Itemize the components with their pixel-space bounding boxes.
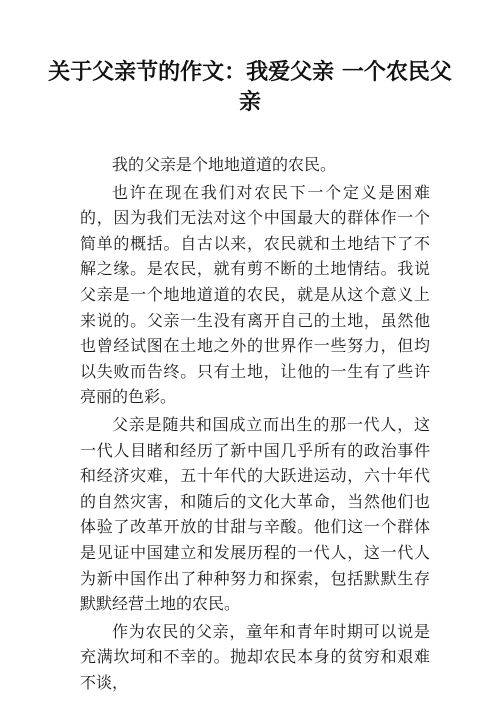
- paragraph: 父亲是随共和国成立而出生的那一代人，这一代人目睹和经历了新中国几乎所有的政治事件和经济灾难，五十年代的大跃进运动，六十年代的自然灾害，和随后的文化大革命，当然他们也体验了改革开放的甘甜与辛酸。他们这一个群体是见证中国建立和发展历程的一代人，这一代人为新中国作出了种种努力和探索，包括默默生存默默经营土地的农民。: [80, 414, 430, 614]
- paragraph: 我的父亲是个地地道道的农民。: [112, 155, 337, 174]
- document-title: 关于父亲节的作文：我爱父亲 一个农民父亲: [48, 60, 452, 115]
- paragraph: 也许在现在我们对农民下一个定义是困难的，因为我们无法对这个中国最大的群体作一个简单的概括。自古以来，农民就和土地结下了不解之缘。是农民，就有剪不断的土地情结。我说父亲是一个地地道道的农民，就是从这个意义上来说的。父亲一生没有离开自己的土地，虽然他也曾经试图在土地之外的世界作一些努力，但均以失败而告终。只有土地，让他的一生有了些许亮丽的色彩。: [80, 182, 430, 407]
- document-body: [80, 152, 430, 697]
- paragraph: 作为农民的父亲，童年和青年时期可以说是充满坎坷和不幸的。抛却农民本身的贫穷和艰难不谈，: [80, 621, 430, 692]
